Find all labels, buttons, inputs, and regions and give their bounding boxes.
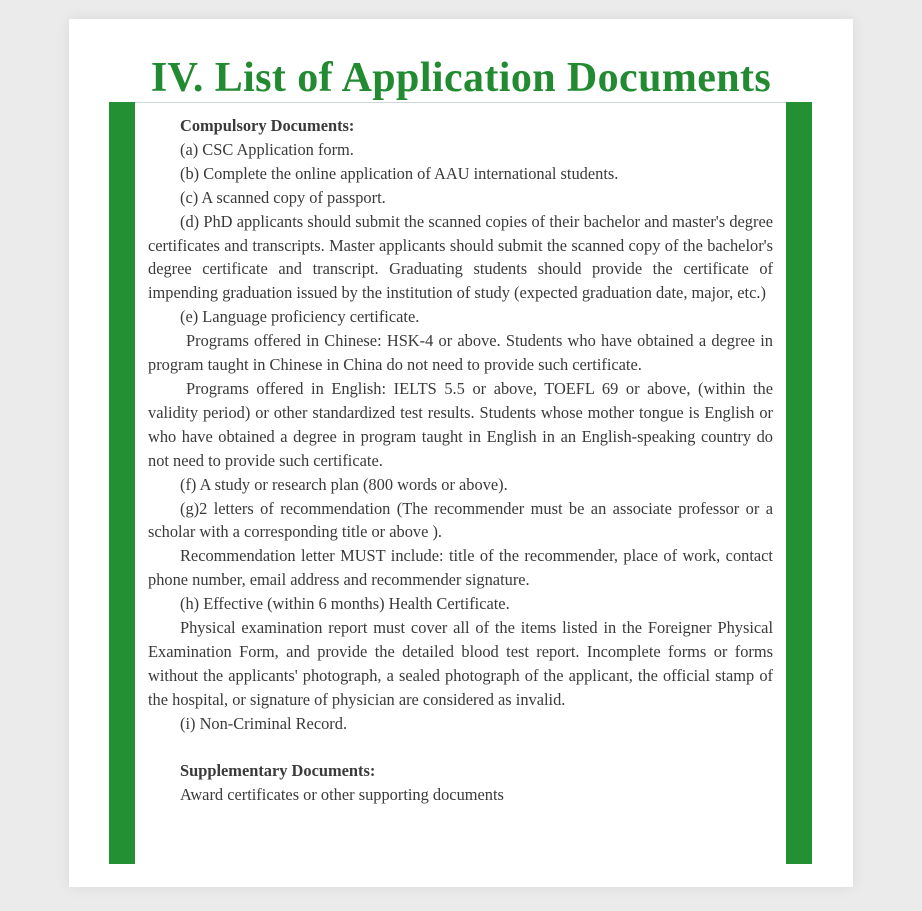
item-f: (f) A study or research plan (800 words or above). [180, 474, 508, 494]
supplementary-heading: Supplementary Documents: [180, 761, 376, 781]
item-h-note: Physical examination report must cover all of the items listed in the Foreigner Physical Examination Form, and provide the detailed blood test report. Incomplete forms or forms without the applicants' photograph, a sealed photograph of the applicant, the official stamp of the hospital, or signature of physician are considered as invalid. [148, 618, 773, 709]
spacer [148, 736, 773, 760]
item-d: (d) PhD applicants should submit the scanned copies of their bachelor and master's degree certificates and transcripts. Master applicants should submit the scanned copy of the bachelor's degree certificate and transcript. Graduating students should provide the certificate of impending graduation issued by the institution of study (expected graduation date, major, etc.) [148, 211, 773, 303]
document-page [69, 19, 853, 887]
item-e-chinese: Programs offered in Chinese: HSK-4 or above. Students who have obtained a degree in program taught in Chinese in China do not need to provide such certificate. [148, 331, 773, 375]
supplementary-text: Award certificates or other supporting documents [180, 785, 504, 805]
right-accent-bar [786, 102, 812, 864]
compulsory-heading: Compulsory Documents: [180, 116, 355, 135]
item-g-note: Recommendation letter MUST include: title of the recommender, place of work, contact phone number, email address and recommender signature. [148, 546, 773, 590]
left-accent-bar [109, 102, 135, 864]
item-b: (b) Complete the online application of AAU international students. [180, 163, 619, 183]
document-body [148, 114, 773, 807]
item-i: (i) Non-Criminal Record. [180, 713, 348, 733]
divider [135, 102, 786, 103]
item-e-english: Programs offered in English: IELTS 5.5 or above, TOEFL 69 or above, (within the validity period) or other standardized test results. Students whose mother tongue is English or who have obtained a degree in program taught in English in an English-speaking country do not need to provide such certificate. [148, 378, 773, 470]
item-a: (a) CSC Application form. [180, 139, 354, 159]
item-g: (g)2 letters of recommendation (The recommender must be an associate professor or a scholar with a corresponding title or above ). [148, 498, 773, 542]
item-h: (h) Effective (within 6 months) Health Certificate. [180, 594, 510, 614]
item-e: (e) Language proficiency certificate. [180, 307, 420, 327]
item-c: (c) A scanned copy of passport. [180, 187, 386, 207]
page-title: IV. List of Application Documents [150, 55, 772, 101]
